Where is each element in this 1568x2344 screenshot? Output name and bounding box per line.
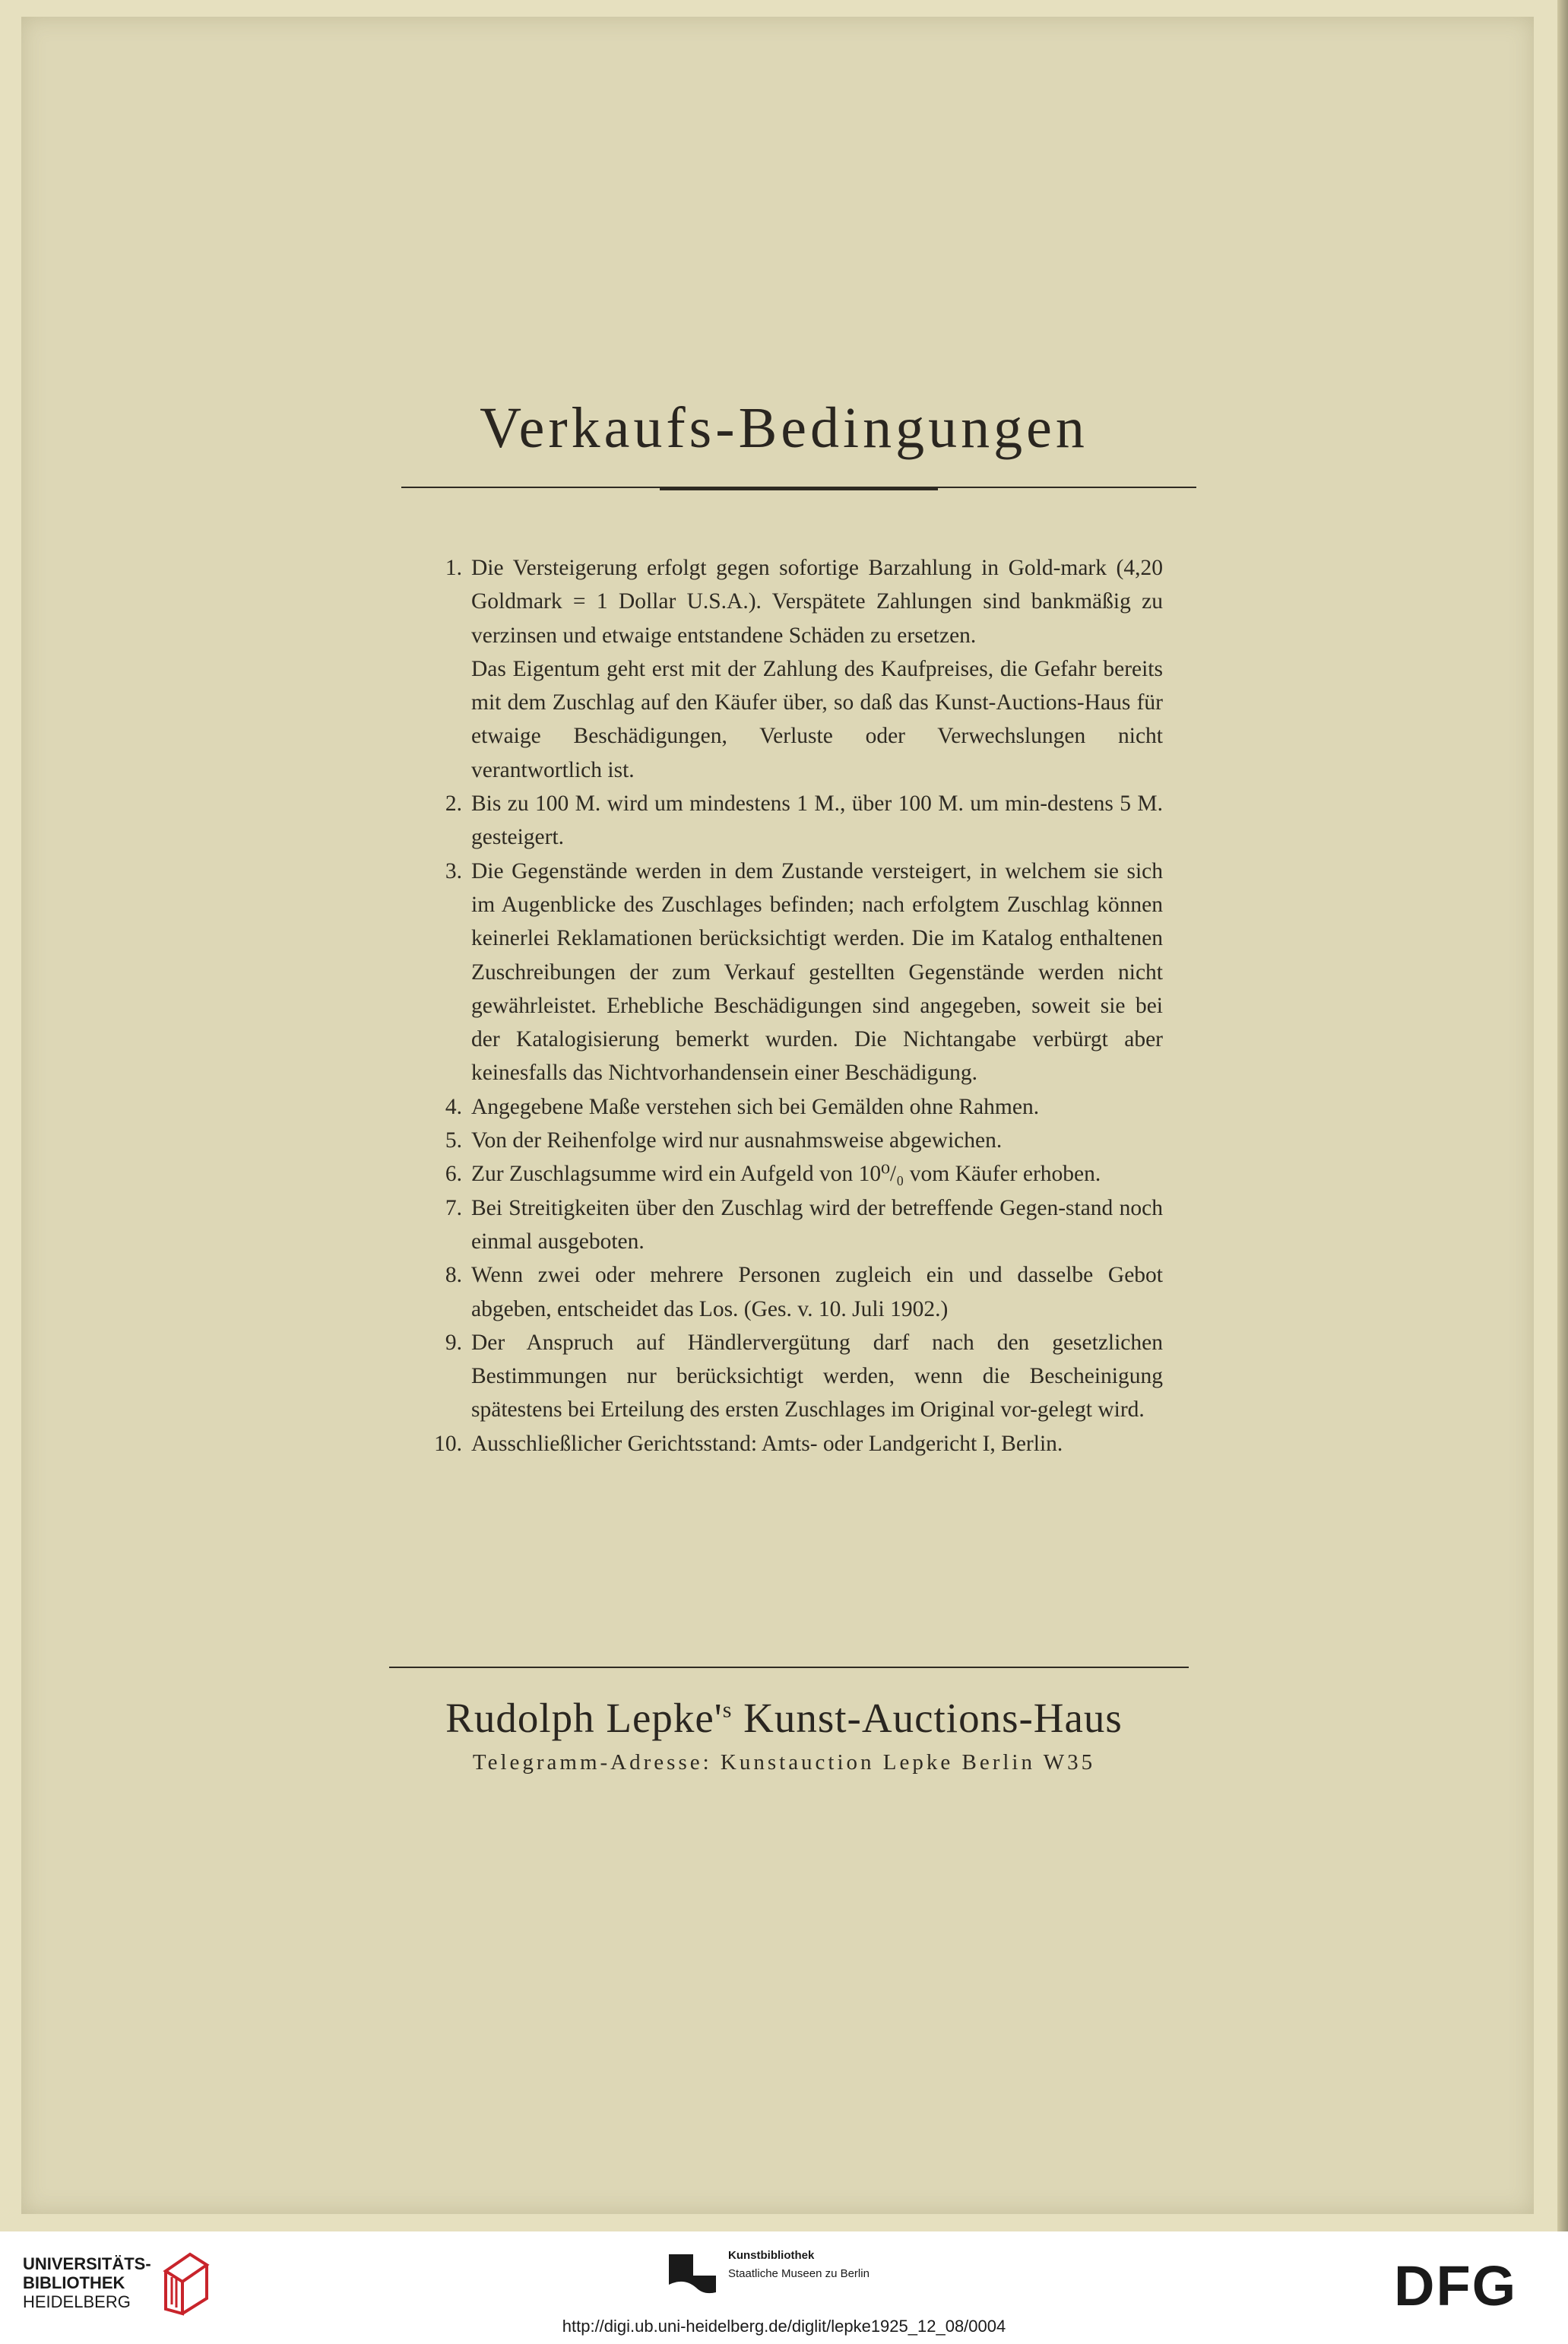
condition-item	[426, 1326, 1163, 1427]
condition-text: Von der Reihenfolge wird nur ausnahmsweise abgewichen.	[471, 1128, 1003, 1153]
condition-number: 9.	[445, 1330, 462, 1355]
footer-rule	[389, 1667, 1189, 1668]
condition-number: 10.	[434, 1431, 462, 1456]
condition-item	[426, 1157, 1163, 1191]
condition-text: Ausschließlicher Gerichtsstand: Amts- oder Landgericht I, Berlin.	[471, 1431, 1063, 1456]
condition-item	[426, 1427, 1163, 1461]
digitization-footer	[0, 2231, 1568, 2344]
kunstbibliothek-label	[728, 2247, 870, 2283]
university-line-1: UNIVERSITÄTS-	[23, 2254, 151, 2273]
condition-text: Bis zu 100 M. wird um mindestens 1 M., über 100 M. um min-destens 5 M. gesteigert.	[471, 791, 1163, 850]
condition-item	[426, 1191, 1163, 1259]
condition-number: 3.	[445, 858, 462, 883]
condition-number: 1.	[445, 556, 462, 580]
condition-text: Zur Zuschlagsumme wird ein Aufgeld von 10⁰/₀ vom Käufer erhoben.	[471, 1162, 1101, 1187]
condition-item	[426, 1124, 1163, 1157]
house-name-rest: Kunst-Auctions-Haus	[732, 1695, 1123, 1741]
kunstbibliothek-subtitle: Staatliche Museen zu Berlin	[728, 2267, 870, 2280]
condition-text: Angegebene Maße verstehen sich bei Gemälden ohne Rahmen.	[471, 1094, 1040, 1119]
page-title: Verkaufs-Bedingungen	[480, 396, 1088, 460]
auction-house-name	[0, 1694, 1568, 1742]
condition-number: 2.	[445, 791, 462, 817]
university-library-logo-text	[23, 2254, 151, 2311]
condition-item	[426, 551, 1163, 787]
condition-number: 5.	[445, 1128, 462, 1153]
condition-number: 7.	[445, 1195, 462, 1220]
conditions-list	[426, 551, 1163, 1461]
condition-text: Bei Streitigkeiten über den Zuschlag wird der betreffende Gegen-stand noch einmal ausgeboten.	[471, 1195, 1163, 1254]
condition-item	[426, 855, 1163, 1090]
house-name-superscript: s	[722, 1697, 733, 1723]
condition-text: Wenn zwei oder mehrere Personen zugleich ein und dasselbe Gebot abgeben, entscheidet das Los. (Ges. v. 10. Juli 1902.)	[471, 1263, 1163, 1321]
dfg-logo: DFG	[1394, 2254, 1518, 2317]
condition-item	[426, 1090, 1163, 1124]
condition-text: Die Versteigerung erfolgt gegen sofortige Barzahlung in Gold-mark (4,20 Goldmark = 1 Dollar U.S.A.). Verspätete Zahlungen sind bankmäßig zu verzinsen und etwaige entstandene Schäden zu ersetzen.	[471, 556, 1163, 648]
telegram-address: Telegramm-Adresse: Kunstauction Lepke Berlin W35	[472, 1750, 1096, 1775]
university-line-2: BIBLIOTHEK	[23, 2273, 125, 2292]
university-line-3: HEIDELBERG	[23, 2292, 131, 2311]
condition-item	[426, 1258, 1163, 1326]
permalink-url[interactable]: http://digi.ub.uni-heidelberg.de/diglit/lepke1925_12_08/0004	[562, 2317, 1006, 2336]
condition-number: 8.	[445, 1263, 462, 1288]
condition-text: Der Anspruch auf Händlervergütung darf nach den gesetzlichen Bestimmungen nur berücksichtigt werden, wenn die Bescheinigung spätestens bei Erteilung des ersten Zuschlages im Original vor-gelegt wird.	[471, 1330, 1163, 1423]
kunstbibliothek-title: Kunstbibliothek	[728, 2249, 815, 2262]
title-rule	[401, 487, 1196, 488]
condition-text: Das Eigentum geht erst mit der Zahlung des Kaufpreises, die Gefahr bereits mit dem Zuschlag auf den Käufer über, so daß das Kunst-Auctions-Haus für etwaige Beschädigungen, Verluste oder Verwechslungen nicht verantwortlich ist.	[471, 656, 1163, 782]
condition-text: Die Gegenstände werden in dem Zustande versteigert, in welchem sie sich im Augenblicke des Zuschlages befinden; nach erfolgtem Zuschlag können keinerlei Reklamationen berücksichtigt werden. Die im Katalog enthaltenen Zuschreibungen der zum Verkauf gestellten Gegenstände werden nicht gewährleistet. Erhebliche Beschädigungen sind angegeben, soweit sie bei der Katalogisierung bemerkt wurden. Die Nichtangabe verbürgt aber keinesfalls das Nichtvorhandensein einer Beschädigung.	[471, 858, 1163, 1086]
condition-item	[426, 787, 1163, 855]
condition-number: 6.	[445, 1162, 462, 1187]
university-library-icon	[160, 2248, 213, 2317]
house-name-main: Rudolph Lepke'	[445, 1695, 723, 1741]
page-edge-shadow	[1557, 0, 1568, 2231]
condition-number: 4.	[445, 1094, 462, 1119]
kunstbibliothek-icon	[669, 2254, 716, 2301]
